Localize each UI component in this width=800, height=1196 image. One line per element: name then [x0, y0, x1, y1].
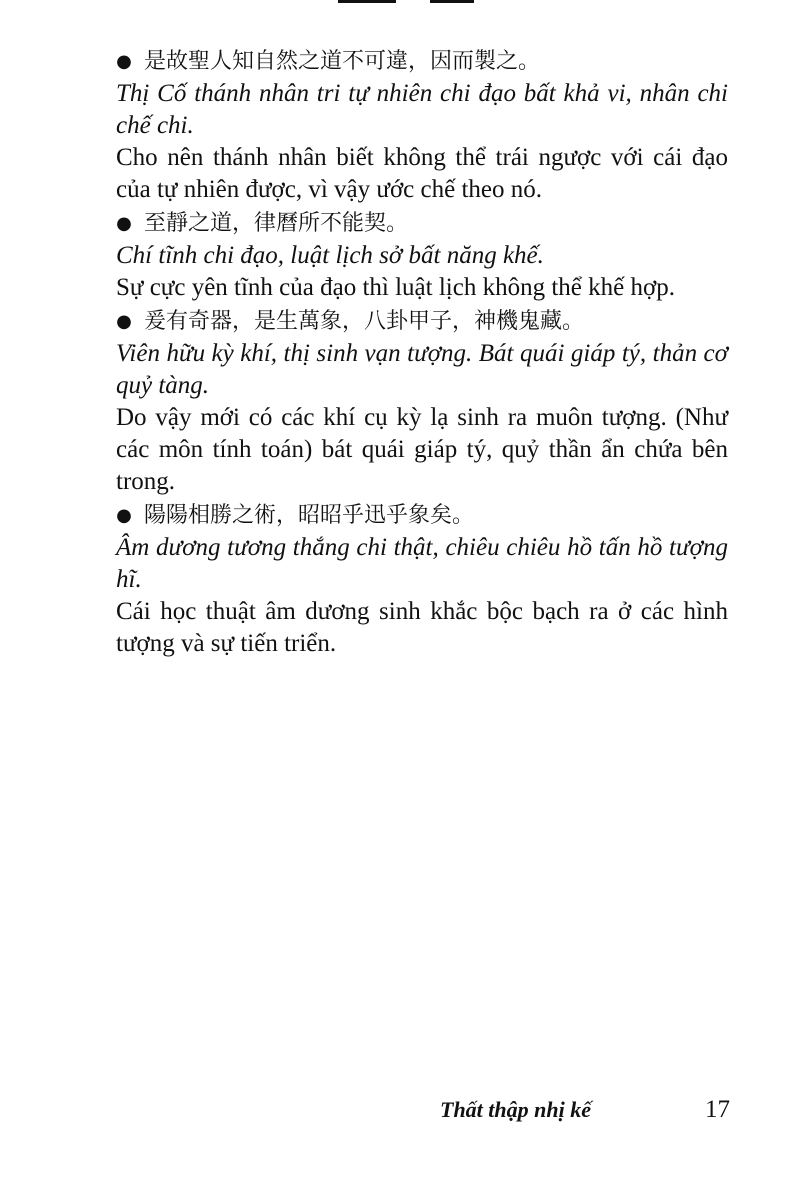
hanzi-line: [116, 500, 728, 532]
section-2: [116, 208, 728, 304]
translation: Cái học thuật âm dương sinh khắc bộc bạch ra ở các hình tượng và sự tiến triển.: [116, 598, 728, 657]
translation: Sự cực yên tĩnh của đạo thì luật lịch không thể khế hợp.: [116, 274, 675, 301]
transliteration: Chí tĩnh chi đạo, luật lịch sở bất năng khế.: [116, 242, 544, 269]
page-number: 17: [705, 1096, 730, 1123]
header-rule-left: [338, 0, 396, 3]
section-1: [116, 46, 728, 206]
hanzi-text: 陽陽相勝之術，昭昭乎迅乎象矣。: [144, 503, 475, 528]
page-footer: [440, 1096, 730, 1124]
section-3: [116, 306, 728, 498]
hanzi-line: [116, 306, 728, 338]
bullet-icon: ●: [116, 51, 132, 72]
translation: Do vậy mới có các khí cụ kỳ lạ sinh ra muôn tượng. (Như các môn tính toán) bát quái giáp tý, quỷ thần ẩn chứa bên trong.: [116, 404, 728, 495]
hanzi-line: [116, 208, 728, 240]
header-rule-right: [430, 0, 474, 3]
transliteration: Âm dương tương thắng chi thật, chiêu chiêu hồ tấn hồ tượng hĩ.: [116, 534, 728, 593]
transliteration: Thị Cố thánh nhân tri tự nhiên chi đạo bất khả vi, nhân chi chế chi.: [116, 80, 728, 139]
section-4: [116, 500, 728, 660]
page-body: [116, 46, 728, 660]
bullet-icon: ●: [116, 213, 132, 234]
hanzi-line: [116, 46, 728, 78]
hanzi-text: 至靜之道，律曆所不能契。: [144, 211, 409, 236]
hanzi-text: 爰有奇器，是生萬象，八卦甲子，神機鬼藏。: [144, 309, 585, 334]
transliteration: Viên hữu kỳ khí, thị sinh vạn tượng. Bát quái giáp tý, thản cơ quỷ tàng.: [116, 340, 728, 399]
bullet-icon: ●: [116, 311, 132, 332]
hanzi-text: 是故聖人知自然之道不可違，因而製之。: [144, 49, 541, 74]
bullet-icon: ●: [116, 505, 132, 526]
translation: Cho nên thánh nhân biết không thể trái ngược với cái đạo của tự nhiên được, vì vậy ước chế theo nó.: [116, 144, 728, 203]
running-title: Thất thập nhị kế: [440, 1097, 591, 1122]
